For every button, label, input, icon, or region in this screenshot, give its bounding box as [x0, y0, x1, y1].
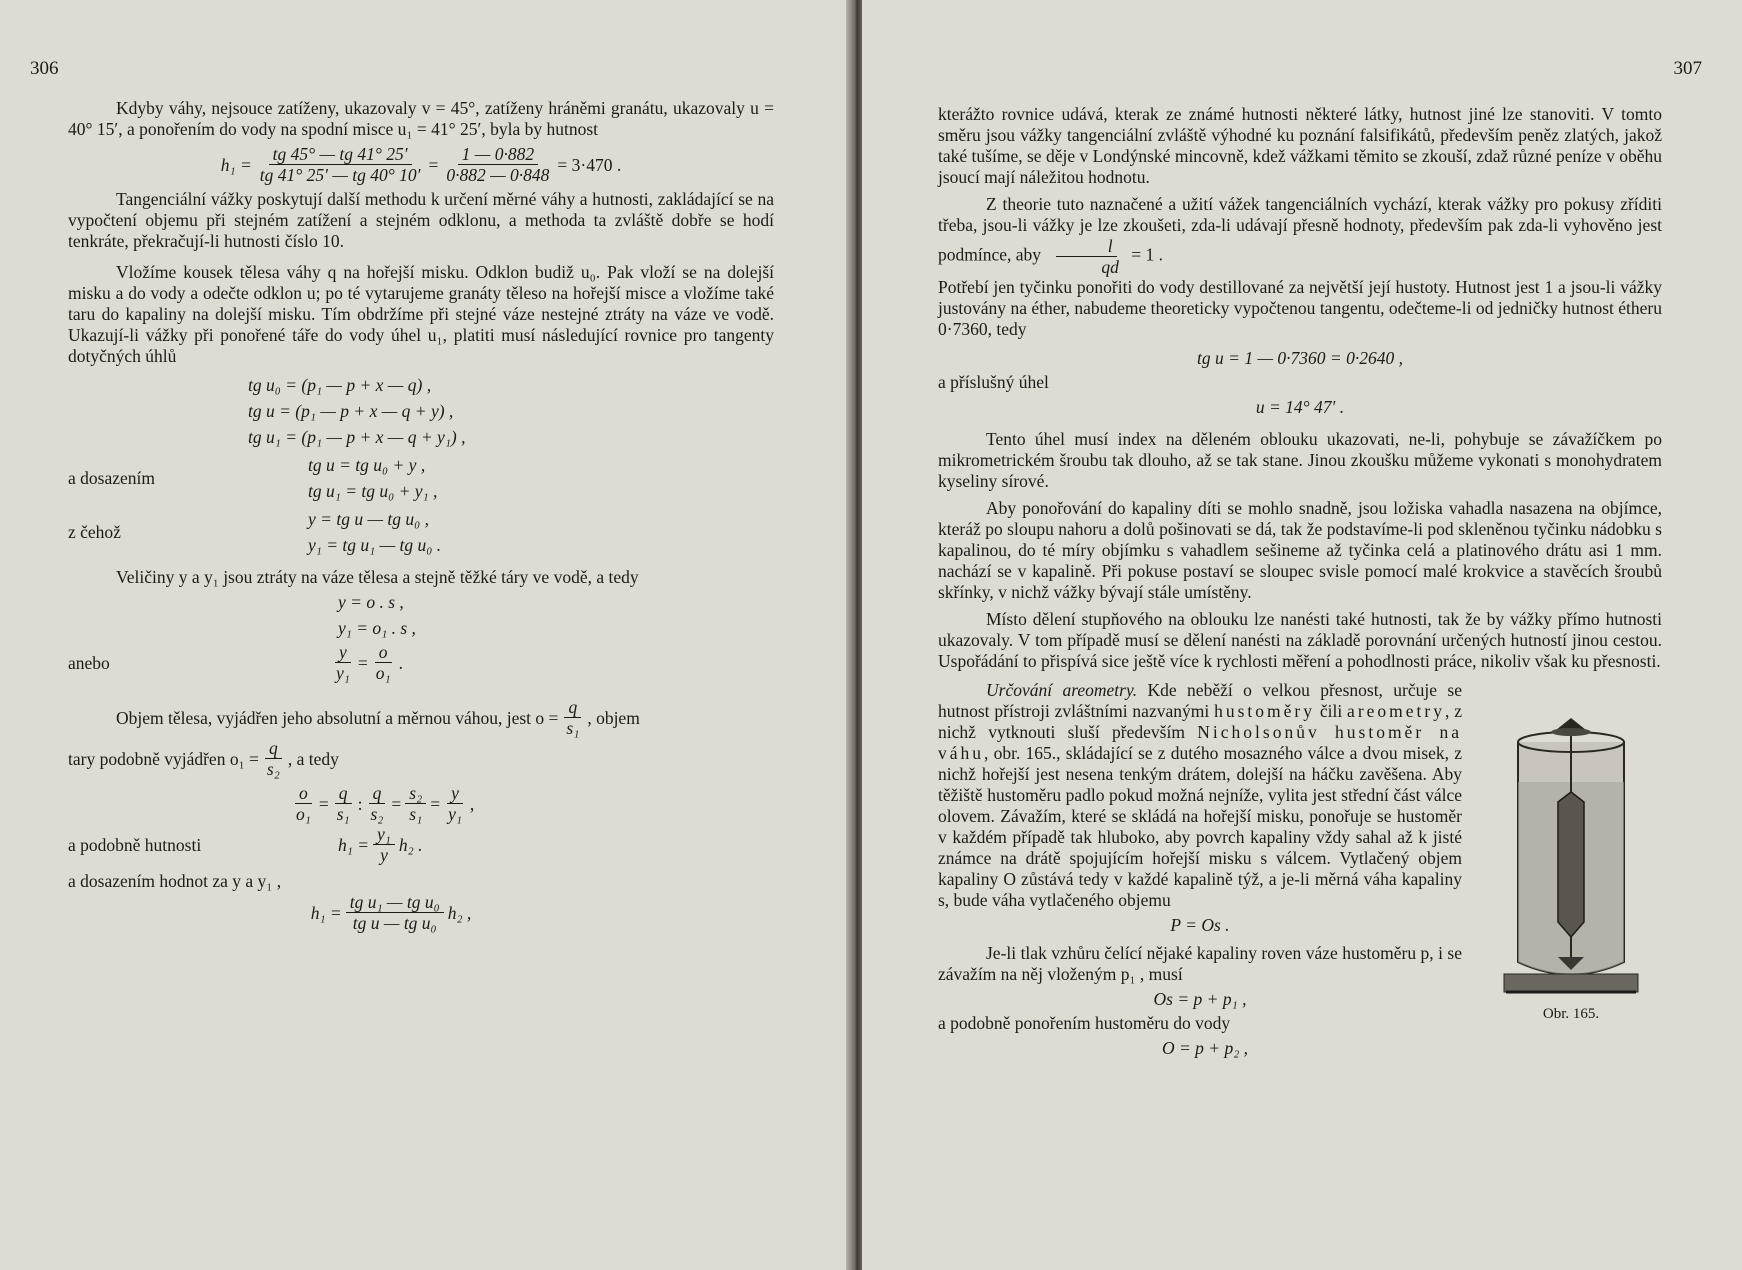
paragraph-aby: Aby ponořování do kapaliny díti se mohlo snadně, jsou ložiska vahadla nasazena na objímce, kteráž po sloupu nahoru a dolů pošinovati se dá, tak že podstavíme-li pod skleněnou tyčinku nádobku s kapalinou, do té míry objímku s vahadlem sešineme až tyčinka celá a platinového drátu asi 1 mm. nachází se v kapalině. Při pokuse postaví se sloupec svisle pomocí malé krokvice a stavěcích šroubů skřínky, v nichž vážky bývají stále umístěny.: [938, 498, 1662, 602]
paragraph-vlozime: Vložíme kousek tělesa váhy q na hořejší misku. Odklon budiž u₀. Pak vloží se na dolejší misku a do vody a odečte odklon u; po té vytarujeme granáty těleso na hořejší misce a vložíme také taru do kapaliny na dolejší misku. Tím obdržíme při stejné váze nestejné ztráty na váze ve vodě. Ukazují-li vážky při ponořené táře do vody úhel u₁, platiti musí následující rovnice pro tangenty dotyčných úhlů: [68, 262, 774, 366]
equation: y = tg u — tg u₀ ,: [308, 509, 429, 529]
section-title: Určování areometry.: [986, 680, 1138, 700]
equation-hutnost: h₁ = $\frac{tg 45^\circ — tg 41^\circ 25'}{tg 41^\circ 25' — tg 40^\circ 10'}$ = $\frac{1 — 0\cdot 882}{0\cdot 882 — 0\cdot 848}$ = 3·470 .: [220, 144, 622, 185]
label-dosazenim: a dosazením: [68, 468, 155, 488]
right-page: [862, 0, 1742, 1270]
equation-anebo: anebo $\frac{y}{\text{y₁}}$ = $\frac{o}{\text{o₁}}$ .: [68, 642, 403, 683]
equation: y₁ = tg u₁ — tg u₀ .: [308, 535, 442, 555]
equation-final: h₁ = $\frac{\text{tg u₁ — tg u₀}}{\text{tg u — tg u₀}}$ h₂ ,: [310, 892, 472, 933]
paragraph-kterazto: kterážto rovnice udává, kterak ze známé hutnosti některé látky, hutnost jiné lze stanoviti. V tomto směru jsou vážky tangenciální zvláště výhodné ku poznání falsifikátů, především peněz zlatých, jakož také tušíme, se děje v Londýnské mincovně, kdež vážkami těmito se zkouší, zdaž různé peníze v oběhu jsoucí mají náležitou hodnotu.: [938, 104, 1662, 187]
equation-P: P = Os .: [1170, 915, 1230, 935]
equation: tg u₀ = (p₁ — p + x — q) ,: [248, 375, 432, 395]
equation: y₁ = o₁ . s ,: [338, 618, 416, 638]
label-dosazenim-hodnot: a dosazením hodnot za y a y₁ ,: [68, 871, 282, 891]
paragraph-tary: tary podobně vyjádřen o₁ = $\frac{q}{\text{s₂}}$ , a tedy: [68, 738, 339, 779]
equation: tg u = (p₁ — p + x — q + y) ,: [248, 401, 454, 421]
paragraph-areometry: Určování areometry. Kde neběží o velkou přesnost, určuje se hutnost přístroji zvláštními nazvanými hustoměry čili areometry, z nichž vytknouti sluší především Nicholsonův hustoměr na váhu, obr. 165., skládající se z dutého mosazného válce a dvou misek, z nichž hořejší jest nesena tenkým drátem, dolejší na háčku zavěšena. Aby těžiště hustoměru padlo pokud možná nejníže, vylita jest střední část válce olovem. Závažím, které se skládá na hořejší misku, ponořuje se hustoměr v každém případě tak hluboko, aby povrch kapaliny vždy sahal až k jisté známce na drátě spojujícím hořejší misku s válcem. Vytlačený objem kapaliny O zůstává tedy v každé kapalině týž, a je-li měrná váha kapaliny s, bude váha vytlačeného objemu: [938, 680, 1462, 910]
paragraph-theorie: Z theorie tuto naznačené a užití vážek tangenciálních vychází, kterak vážky pro pokusy zříditi třeba, jsou-li vážky je lze zkoušeti, zda-li udávají přesně hodnoty, především pak zda-li vyhověno jest podmínce, aby $\frac{l}{qd}$ = 1 .: [938, 194, 1662, 277]
label-ponorenim: a podobně ponořením hustoměru do vody: [938, 1013, 1231, 1033]
paragraph-misto: Místo dělení stupňového na oblouku lze nanésti také hutnosti, tak že by vážky přímo hutnosti ukazovaly. V tom případě musí se dělení nanésti na základě porovnání určených hutností jinou cestou. Uspořádání to přispívá sice ještě více k rychlosti měření a pohodlnosti práce, nikoliv však ku přesnosti.: [938, 609, 1662, 671]
left-page: [0, 0, 850, 1270]
paragraph-potrebi: Potřebí jen tyčinku ponořiti do vody destillované za největší její hustoty. Hutnost jest 1 a jsou-li vážky justovány na éther, nabudeme theoreticky vypočtenou tangentu, odečteme-li od jedničky hutnost étheru 0·7360, tedy: [938, 277, 1662, 339]
page-number-right: 307: [1673, 58, 1702, 79]
paragraph-veliciny: Veličiny y a y₁ jsou ztráty na váze tělesa a stejně těžké táry ve vodě, a tedy: [116, 567, 639, 587]
figure-hydrometer: [1476, 712, 1666, 1023]
figure-caption: Obr. 165.: [1542, 1006, 1600, 1022]
equation: tg u₁ = tg u₀ + y₁ ,: [308, 481, 438, 501]
equation: tg u = tg u₀ + y ,: [308, 455, 426, 475]
equation: y = o . s ,: [338, 592, 404, 612]
label-z-cehoz: z čehož: [68, 522, 121, 542]
label-uhel: a příslušný úhel: [938, 372, 1049, 392]
page-number-left: 306: [30, 58, 59, 79]
paragraph-je-li: Je-li tlak vzhůru čelící nějaké kapaliny roven váze hustoměru p, i se závažím na něj vloženým p₁ , musí: [938, 943, 1462, 984]
equation-group-2: [68, 451, 774, 505]
paragraph-intro: Kdyby váhy, nejsouce zatíženy, ukazovaly v = 45°, zatíženy hráněmi granátu, ukazovaly u = 40° 15′, a ponořením do vody na spodní misce u₁ = 41° 25′, byla by hutnost: [68, 98, 774, 139]
equation: tg u₁ = (p₁ — p + x — q + y₁) ,: [248, 427, 466, 447]
paragraph-tangencialni: Tangenciální vážky poskytují další methodu k určení měrné váhy a hutnosti, zakládající se na vypočtení objemu při stejném zatížení a stejném odklonu, a methoda ta zvláště dobře se hodí tenkráte, překračují-li hutnosti číslo 10.: [68, 189, 774, 251]
equation-group-4: [338, 590, 774, 640]
equation-podobne: a podobně hutnosti h₁ = $\frac{\text{y₁}}{y}$ h₂ .: [68, 824, 423, 865]
equation-Os: Os = p + p₁ ,: [1153, 989, 1247, 1009]
label-podobne: a podobně hutnosti: [68, 834, 202, 855]
hydrometer-illustration: [1496, 712, 1646, 1002]
paragraph-tento: Tento úhel musí index na děleném oblouku ukazovati, ne-li, pohybuje se závažíčkem po mikrometrickém šroubu tak dlouho, až se tak stane. Jinou zkoušku můžeme vykonati s monohydratem kyseliny sírové.: [938, 429, 1662, 491]
equation-O: O = p + p₂ ,: [1161, 1038, 1249, 1058]
equation-group-3: [68, 505, 774, 559]
equation-group-1: [248, 373, 774, 449]
equation-tangent: tg u = 1 — 0·7360 = 0·2640 ,: [1197, 348, 1403, 368]
label-anebo: anebo: [68, 652, 110, 673]
equation-ratios: $\frac{o}{\text{o₁}}$ = $\frac{q}{\text{s₁}}$ : $\frac{q}{\text{s₂}}$ = $\frac{\text{s₂}}{\text{s₁}}$ = $\frac{y}{\text{y₁}}$ ,: [296, 783, 475, 824]
equation-angle: u = 14° 47′ .: [1255, 397, 1345, 417]
paragraph-objem: Objem tělesa, vyjádřen jeho absolutní a měrnou váhou, jest o = $\frac{q}{\text{s₁}}$ , objem: [116, 697, 640, 738]
